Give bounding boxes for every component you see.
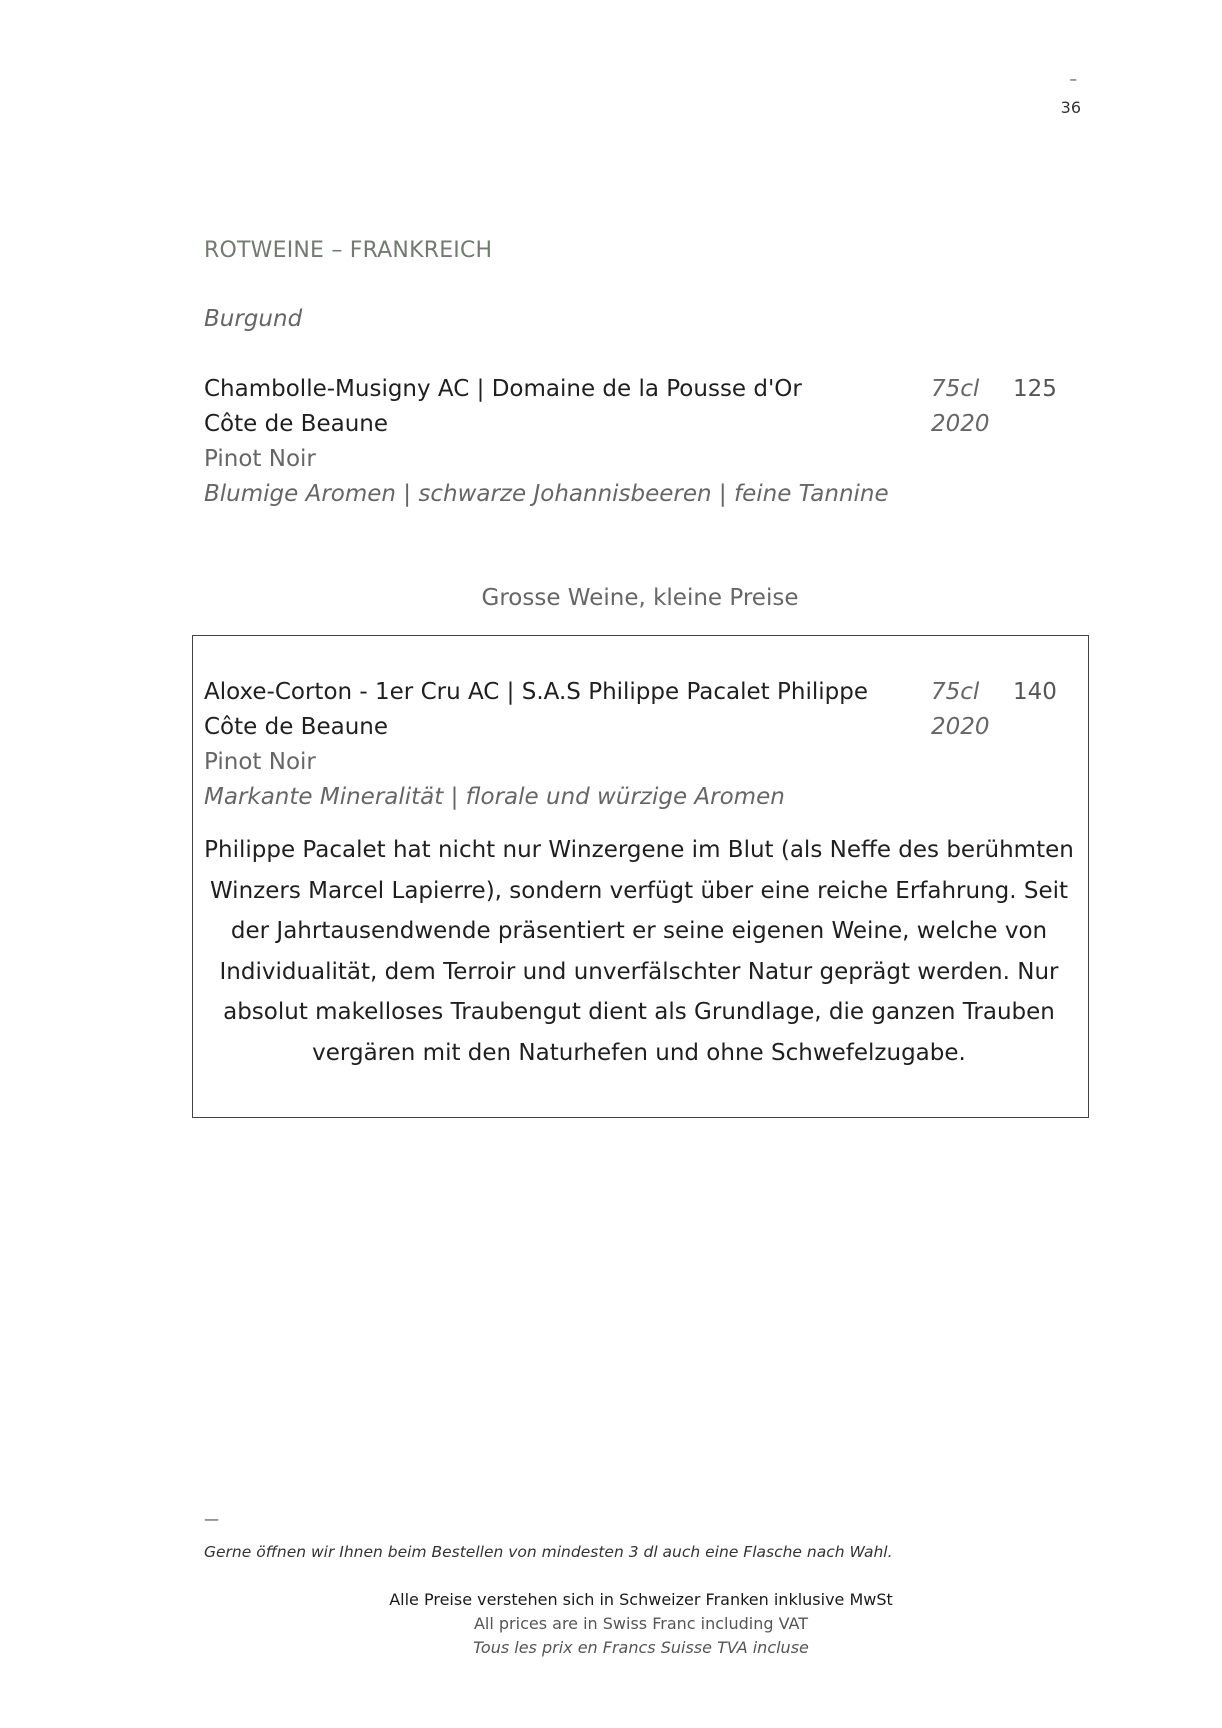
section-title: ROTWEINE – FRANKREICH xyxy=(204,238,493,263)
wine-entry-aloxe-corton xyxy=(204,675,1064,815)
description-line: Philippe Pacalet hat nicht nur Winzergene im Blut (als Neffe des berühmten xyxy=(204,837,1074,863)
wine-volume: 75cl xyxy=(931,679,980,705)
wine-vintage: 2020 xyxy=(931,714,990,740)
footer-dash: — xyxy=(204,1510,219,1528)
wine-name: Chambolle-Musigny AC | Domaine de la Pousse d'Or xyxy=(204,376,802,402)
price-disclaimer-de: Alle Preise verstehen sich in Schweizer Franken inklusive MwSt xyxy=(389,1590,893,1609)
region-heading: Burgund xyxy=(204,306,303,332)
price-disclaimer-fr: Tous les prix en Francs Suisse TVA incluse xyxy=(473,1638,809,1657)
wine-origin: Côte de Beaune xyxy=(204,411,388,437)
wine-price: 140 xyxy=(1013,679,1057,705)
footer-note: Gerne öffnen wir Ihnen beim Bestellen von mindesten 3 dl auch eine Flasche nach Wahl. xyxy=(204,1543,893,1561)
page-number-dash: – xyxy=(1069,70,1077,88)
price-disclaimer-en: All prices are in Swiss Franc including VAT xyxy=(473,1614,809,1633)
description-line: der Jahrtausendwende präsentiert er seine eigenen Weine, welche von xyxy=(230,918,1048,944)
wine-tasting-notes: Blumige Aromen | schwarze Johannisbeeren | feine Tannine xyxy=(204,481,889,507)
wine-origin: Côte de Beaune xyxy=(204,714,388,740)
wine-entry-chambolle-musigny xyxy=(204,372,1064,512)
promo-heading: Grosse Weine, kleine Preise xyxy=(481,585,799,611)
page-number: 36 xyxy=(1060,98,1081,117)
producer-description xyxy=(204,830,1074,1073)
wine-grape: Pinot Noir xyxy=(204,446,316,472)
wine-volume: 75cl xyxy=(931,376,980,402)
description-line: absolut makelloses Traubengut dient als Grundlage, die ganzen Trauben xyxy=(223,999,1055,1025)
wine-tasting-notes: Markante Mineralität | florale und würzige Aromen xyxy=(204,784,785,810)
price-disclaimer xyxy=(0,1588,1222,1660)
wine-grape: Pinot Noir xyxy=(204,749,316,775)
wine-name: Aloxe-Corton - 1er Cru AC | S.A.S Philippe Pacalet Philippe xyxy=(204,679,868,705)
description-line: Individualität, dem Terroir und unverfälschter Natur geprägt werden. Nur xyxy=(219,958,1059,985)
wine-price: 125 xyxy=(1013,376,1057,402)
wine-vintage: 2020 xyxy=(931,411,990,437)
description-line: Winzers Marcel Lapierre), sondern verfügt über eine reiche Erfahrung. Seit xyxy=(209,877,1069,904)
description-line: vergären mit den Naturhefen und ohne Schwefelzugabe. xyxy=(312,1039,966,1066)
